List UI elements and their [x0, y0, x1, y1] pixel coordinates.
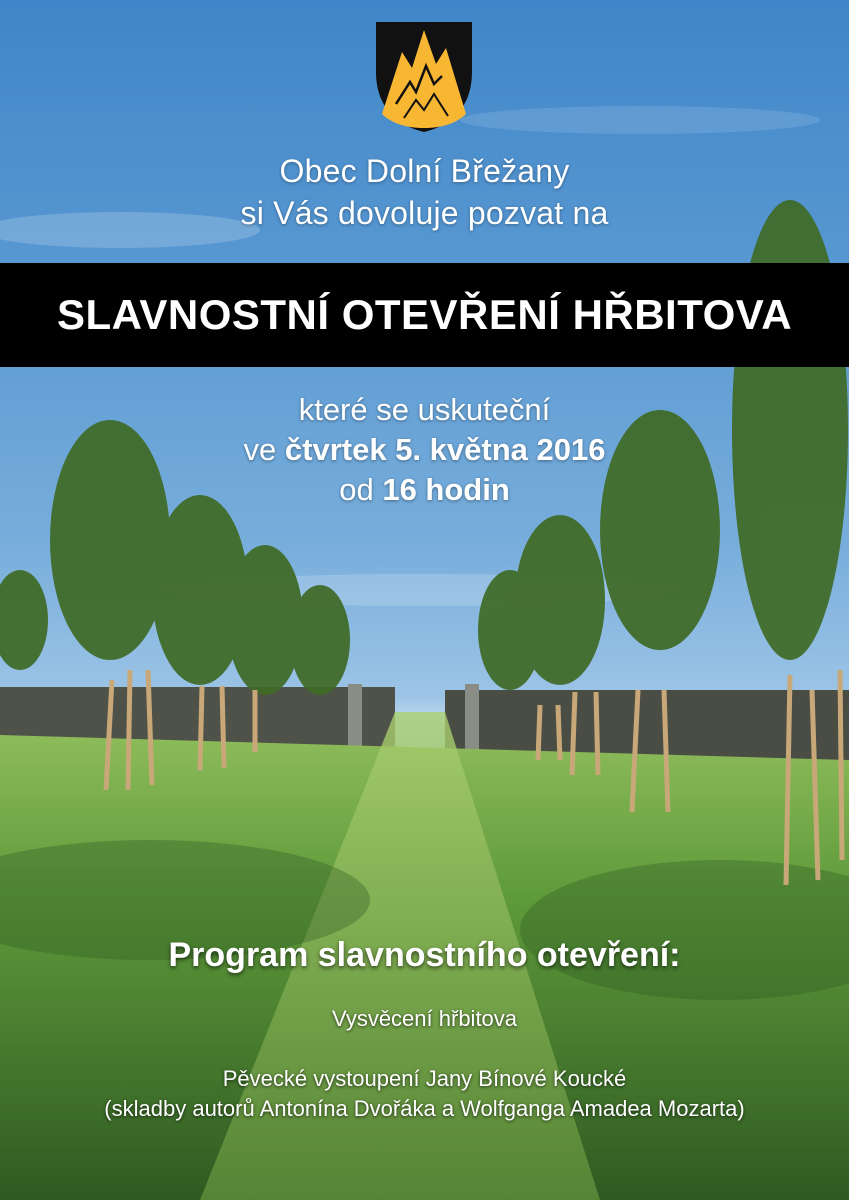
- municipality-name: Obec Dolní Břežany: [279, 153, 570, 189]
- event-time: 16 hodin: [382, 472, 510, 507]
- program-item: Vysvěcení hřbitova: [331, 1006, 518, 1031]
- program-section: [0, 932, 849, 1124]
- event-date: čtvrtek 5. května 2016: [284, 432, 606, 467]
- program-item: Pěvecké vystoupení Jany Bínové Koucké: [222, 1066, 627, 1091]
- event-time-line: od 16 hodin: [339, 472, 510, 507]
- event-date-line: ve čtvrtek 5. května 2016: [243, 432, 606, 467]
- program-item-note: (skladby autorů Antonína Dvořáka a Wolfganga Amadea Mozarta): [104, 1096, 745, 1121]
- coat-of-arms-icon: [376, 22, 472, 132]
- invitation-line: si Vás dovoluje pozvat na: [240, 195, 609, 231]
- event-details: [0, 390, 849, 510]
- event-intro-line: které se uskuteční: [298, 392, 551, 427]
- event-title: SLAVNOSTNÍ OTEVŘENÍ HŘBITOVA: [56, 291, 793, 338]
- intro-text: [0, 150, 849, 234]
- program-heading: Program slavnostního otevření:: [168, 936, 681, 974]
- title-band: [0, 263, 849, 367]
